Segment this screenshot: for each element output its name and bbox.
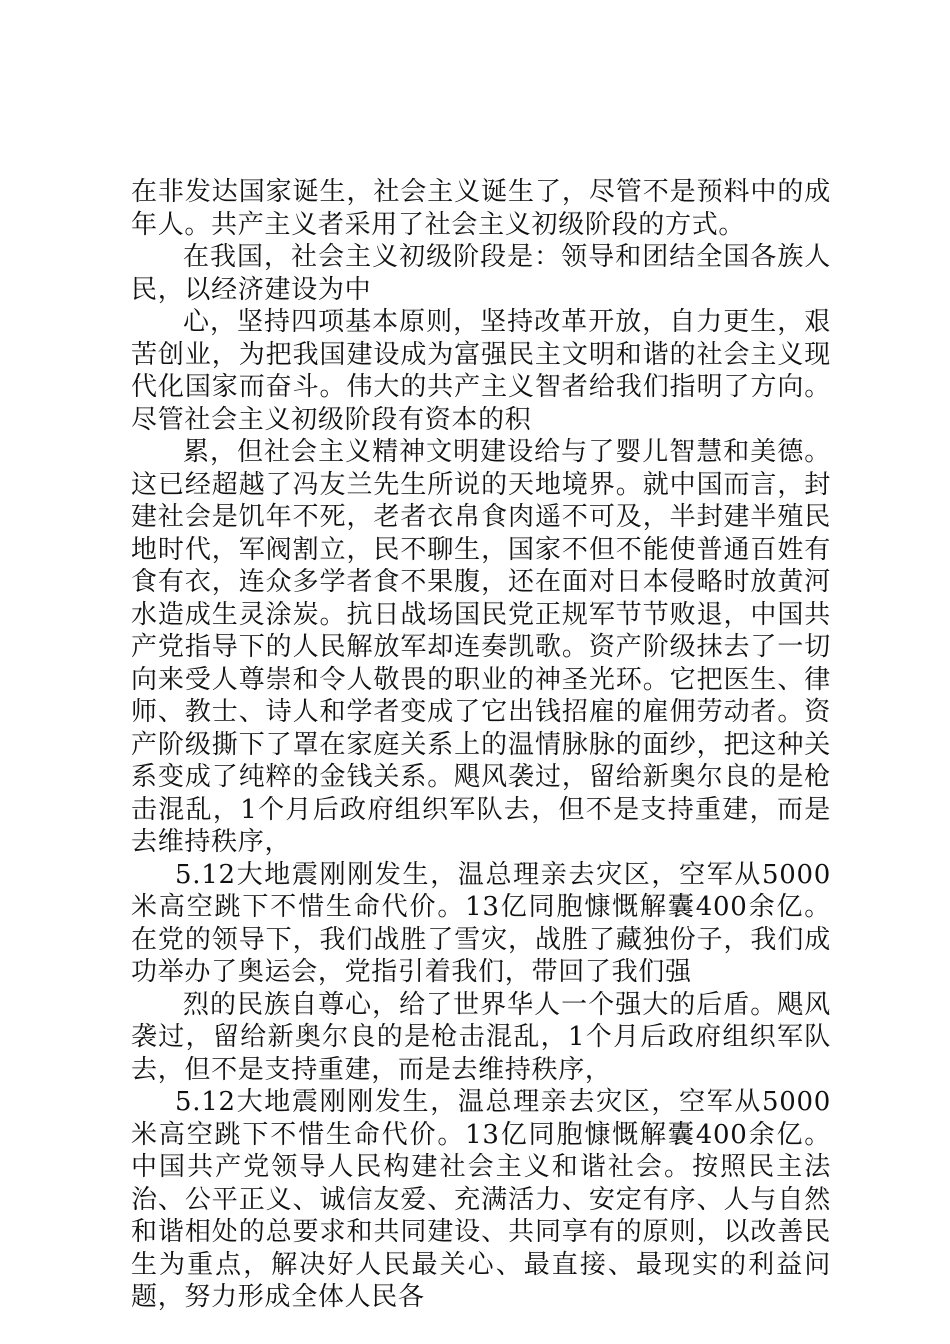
paragraph-5: 5.12大地震刚刚发生，温总理亲去灾区，空军从5000米高空跳下不惜生命代价。13亿同胞慷慨解囊400余亿。在党的领导下，我们战胜了雪灾，战胜了藏独份子，我们成功举办了奥运会，党指引着我们，带回了我们强 (131, 859, 831, 987)
paragraph-2: 在我国，社会主义初级阶段是：领导和团结全国各族人民，以经济建设为中 (131, 242, 831, 305)
paragraph-7: 5.12大地震刚刚发生，温总理亲去灾区，空军从5000米高空跳下不惜生命代价。13亿同胞慷慨解囊400余亿。中国共产党领导人民构建社会主义和谐社会。按照民主法治、公平正义、诚信友爱、充满活力、安定有序、人与自然和谐相处的总要求和共同建设、共同享有的原则，以改善民生为重点，解决好人民最关心、最直接、最现实的利益问题，努力形成全体人民各 (131, 1087, 831, 1312)
document-body (131, 176, 831, 1314)
paragraph-1: 在非发达国家诞生，社会主义诞生了，尽管不是预料中的成年人。共产主义者采用了社会主义初级阶段的方式。 (131, 177, 831, 240)
paragraph-6: 烈的民族自尊心，给了世界华人一个强大的后盾。飓风袭过，留给新奥尔良的是枪击混乱，1个月后政府组织军队去，但不是支持重建，而是去维持秩序， (131, 989, 831, 1085)
paragraph-3: 心，坚持四项基本原则，坚持改革开放，自力更生，艰苦创业，为把我国建设成为富强民主文明和谐的社会主义现代化国家而奋斗。伟大的共产主义智者给我们指明了方向。尽管社会主义初级阶段有资本的积 (131, 307, 831, 435)
paragraph-4: 累，但社会主义精神文明建设给与了婴儿智慧和美德。这已经超越了冯友兰先生所说的天地境界。就中国而言，封建社会是饥年不死，老者衣帛食肉遥不可及，半封建半殖民地时代，军阀割立，民不聊生，国家不但不能使普通百姓有食有衣，连众多学者食不果腹，还在面对日本侵略时放黄河水造成生灵涂炭。抗日战场国民党正规军节节败退，中国共产党指导下的人民解放军却连奏凯歌。资产阶级抹去了一切向来受人尊崇和令人敬畏的职业的神圣光环。它把医生、律师、教士、诗人和学者变成了它出钱招雇的雇佣劳动者。资产阶级撕下了罩在家庭关系上的温情脉脉的面纱，把这种关系变成了纯粹的金钱关系。飓风袭过，留给新奥尔良的是枪击混乱，1个月后政府组织军队去，但不是支持重建，而是去维持秩序， (131, 437, 831, 857)
